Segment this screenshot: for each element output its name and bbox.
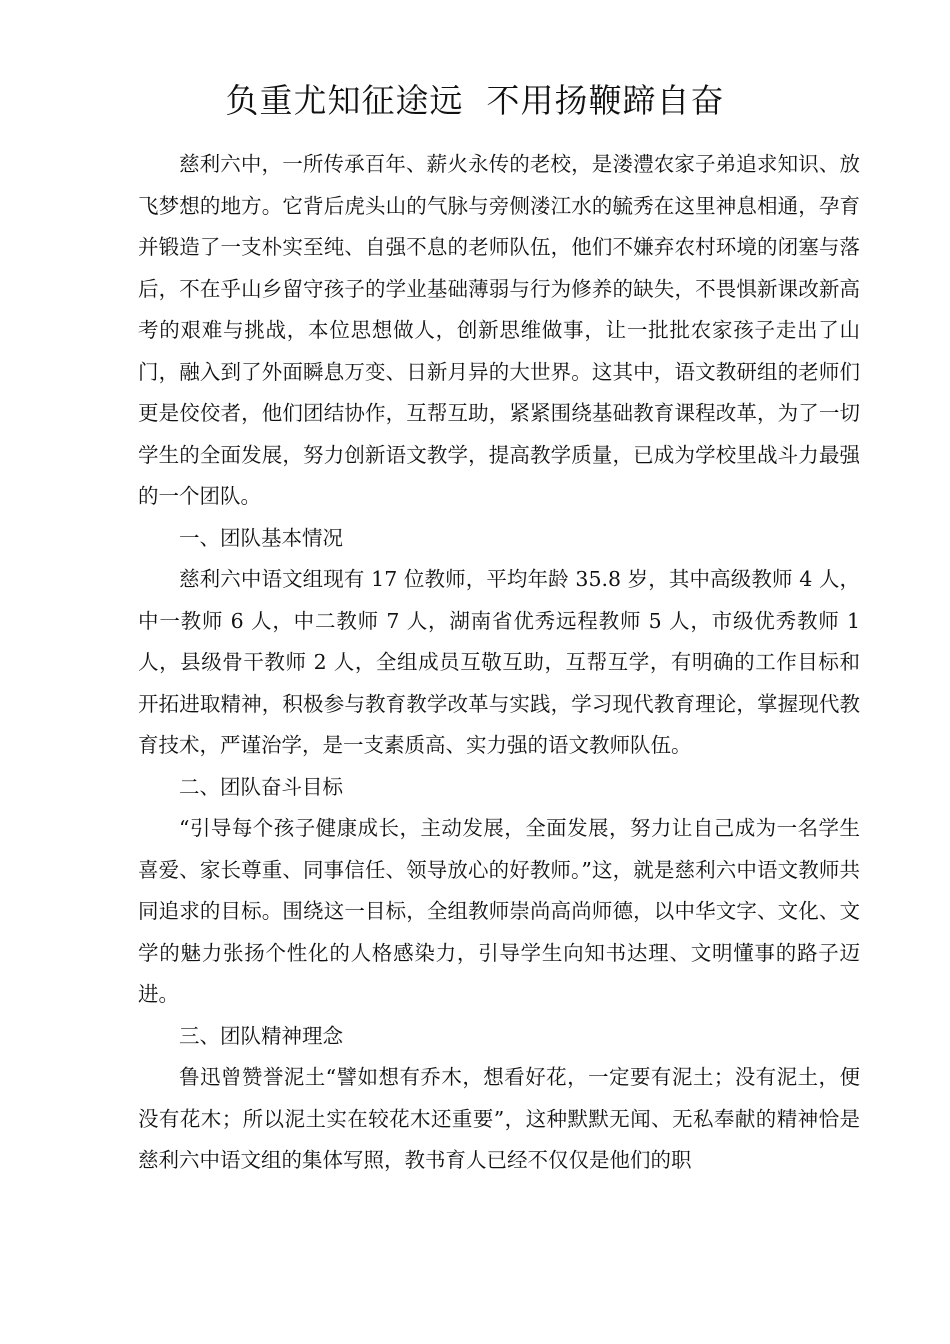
section-paragraph-spirit: 鲁迅曾赞誉泥土“譬如想有乔木，想看好花，一定要有泥土；没有泥土，便没有花木；所以泥土实在较花木还重要”，这种默默无闻、无私奉献的精神恰是慈利六中语文组的集体写照，教书育人已经不仅仅是他们的职 [138, 1065, 860, 1172]
document-title: 负重尤知征途远 不用扬鞭蹄自奋 [225, 81, 725, 120]
document-body [138, 144, 860, 1182]
section-paragraph-goals: “引导每个孩子健康成长，主动发展，全面发展，努力让自己成为一名学生喜爱、家长尊重、同事信任、领导放心的好教师。”这，就是慈利六中语文教师共同追求的目标。围绕这一目标，全组教师崇尚高尚师德，以中华文字、文化、文学的魅力张扬个性化的人格感染力，引导学生向知书达理、文明懂事的路子迈进。 [138, 816, 860, 1006]
section-heading-goals: 二、团队奋斗目标 [179, 774, 343, 799]
section-heading-basic-info: 一、团队基本情况 [179, 525, 343, 550]
section-heading-spirit: 三、团队精神理念 [179, 1023, 343, 1048]
intro-paragraph: 慈利六中，一所传承百年、薪火永传的老校，是溇澧农家子弟追求知识、放飞梦想的地方。它背后虎头山的气脉与旁侧溇江水的毓秀在这里神息相通，孕育并锻造了一支朴实至纯、自强不息的老师队伍，他们不嫌弃农村环境的闭塞与落后，不在乎山乡留守孩子的学业基础薄弱与行为修养的缺失，不畏惧新课改新高考的艰难与挑战，本位思想做人，创新思维做事，让一批批农家孩子走出了山门，融入到了外面瞬息万变、日新月异的大世界。这其中，语文教研组的老师们更是佼佼者，他们团结协作，互帮互助，紧紧围绕基础教育课程改革，为了一切学生的全面发展，努力创新语文教学，提高教学质量，已成为学校里战斗力最强的一个团队。 [138, 152, 860, 508]
section-paragraph-basic-info: 慈利六中语文组现有 17 位教师，平均年龄 35.8 岁，其中高级教师 4 人，中一教师 6 人，中二教师 7 人，湖南省优秀远程教师 5 人，市级优秀教师 1 人，县级骨干教师 2 人，全组成员互敬互助，互帮互学，有明确的工作目标和开拓进取精神，积极参与教育教学改革与实践，学习现代教育理论，掌握现代教育技术，严谨治学，是一支素质高、实力强的语文教师队伍。 [138, 567, 860, 757]
